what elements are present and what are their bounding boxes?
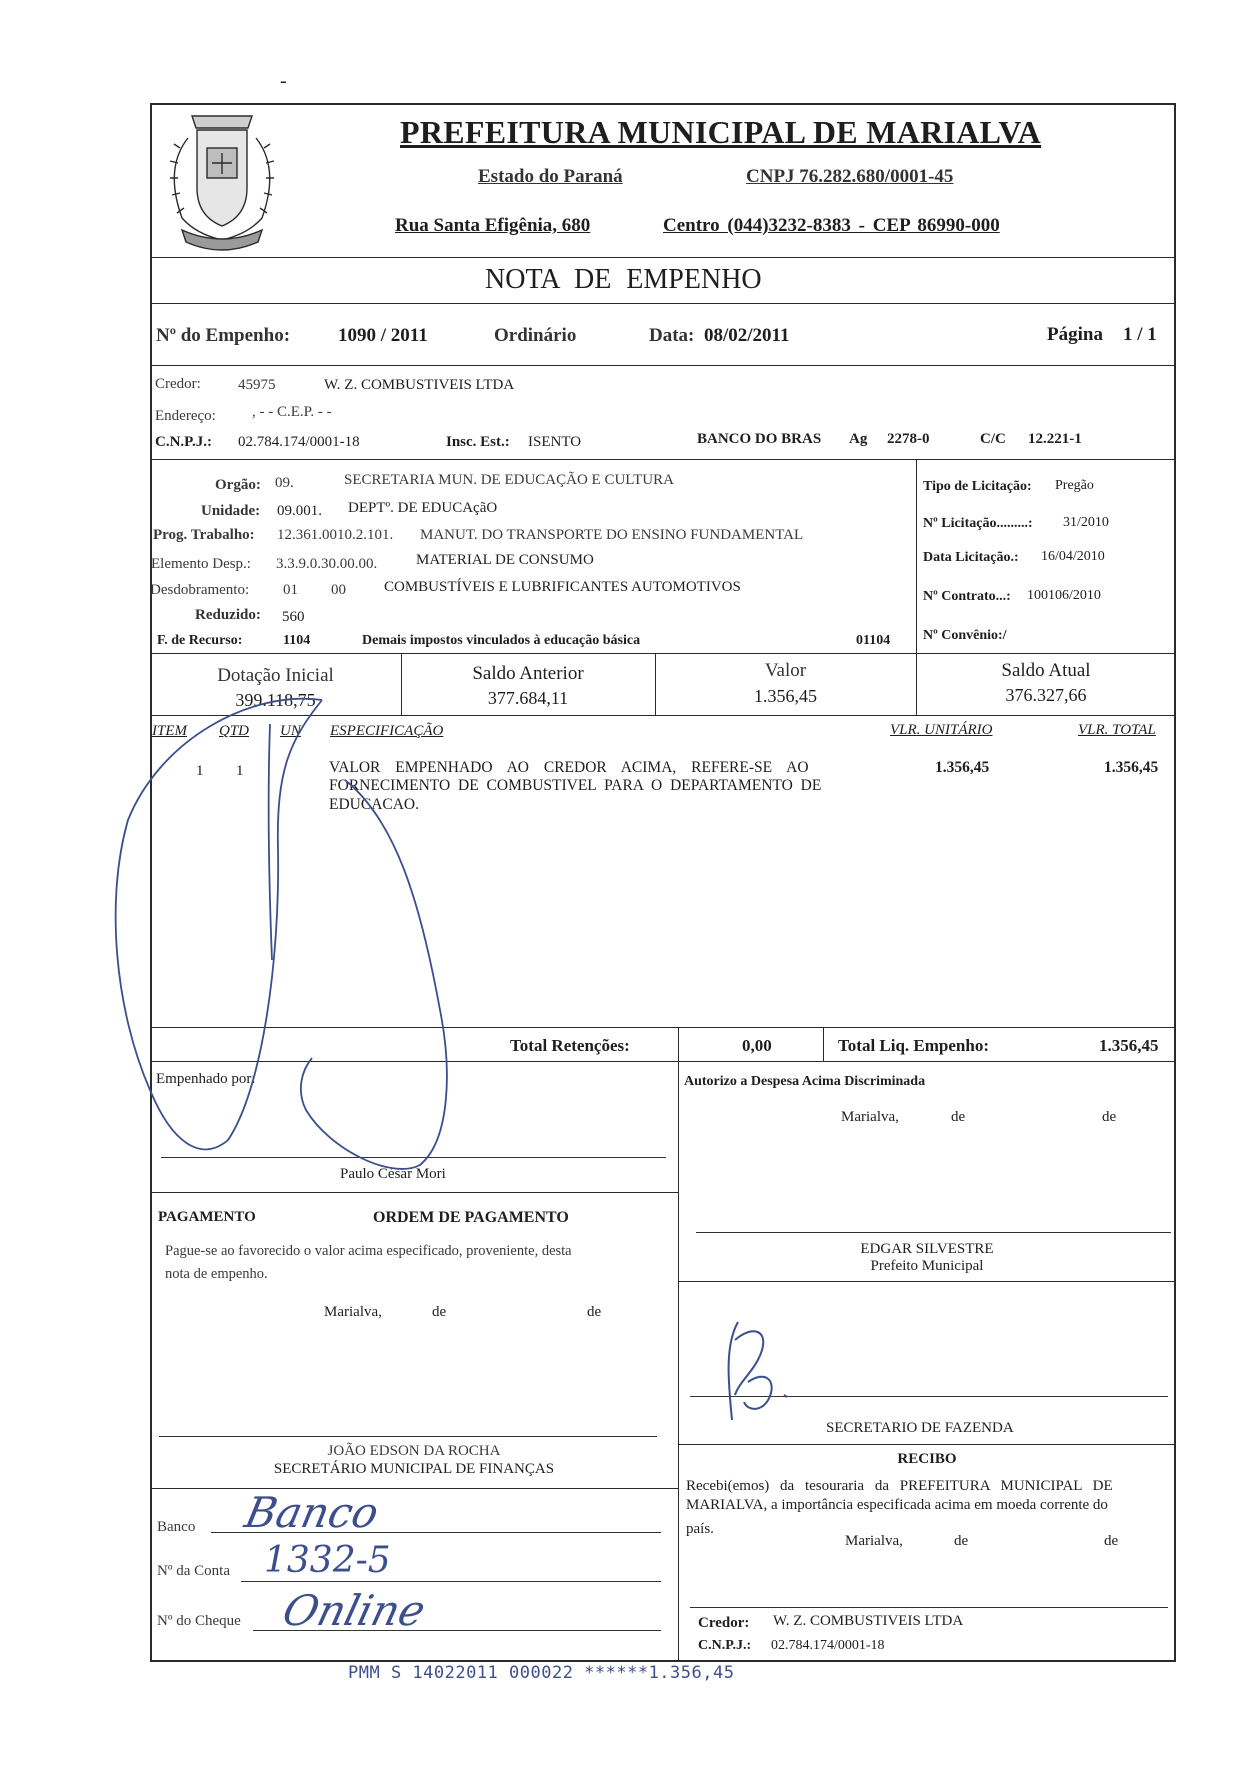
elemento-label: Elemento Desp.: bbox=[151, 556, 251, 572]
retencoes-label: Total Retenções: bbox=[510, 1036, 630, 1055]
divider bbox=[150, 257, 1176, 258]
financas-name: JOÃO EDSON DA ROCHA bbox=[327, 1443, 501, 1459]
empenho-number: 1090 / 2011 bbox=[338, 325, 428, 346]
page-label: Página bbox=[1047, 324, 1103, 345]
convenio-label: Nº Convênio:/ bbox=[923, 628, 1007, 643]
divider bbox=[150, 365, 1176, 366]
divider bbox=[150, 715, 1176, 716]
col-header-especificacao: ESPECIFICAÇÃO bbox=[330, 723, 444, 739]
pagamento-text: nota de empenho. bbox=[165, 1266, 268, 1282]
orgao-code: 09. bbox=[275, 475, 294, 491]
item-spec-line: EDUCACAO. bbox=[329, 796, 419, 813]
autorizo-date-de: de bbox=[951, 1109, 966, 1125]
desdobramento-label: Desdobramento: bbox=[150, 582, 250, 598]
dotacao-value: 399.118,75 bbox=[235, 690, 316, 710]
signature-line bbox=[690, 1396, 1168, 1397]
orgao-name: SECRETARIA MUN. DE EDUCAÇÃO E CULTURA bbox=[344, 472, 674, 488]
payment-city: Marialva, bbox=[324, 1304, 382, 1320]
municipal-coat-of-arms bbox=[152, 108, 292, 258]
unidade-name: DEPTº. DE EDUCAçãO bbox=[348, 500, 498, 516]
recibo-text: Recebi(emos) da tesouraria da PREFEITURA MUNICIPAL DE bbox=[686, 1478, 1113, 1494]
pagamento-text: Pague-se ao favorecido o valor acima especificado, proveniente, desta bbox=[165, 1243, 572, 1259]
col-header-qtd: QTD bbox=[219, 723, 250, 739]
divider bbox=[150, 1061, 1176, 1062]
divider bbox=[150, 303, 1176, 304]
cheque-label: Nº do Cheque bbox=[157, 1613, 241, 1629]
creditor-name: W. Z. COMBUSTIVEIS LTDA bbox=[324, 377, 515, 393]
licitacao-date-label: Data Licitação.: bbox=[923, 550, 1019, 565]
item-unit-value: 1.356,45 bbox=[935, 759, 990, 776]
item-spec-line: FORNECIMENTO DE COMBUSTIVEL PARA O DEPARTAMENTO DE bbox=[329, 777, 822, 794]
autorizo-date-de: de bbox=[1102, 1109, 1117, 1125]
agency-number: 2278-0 bbox=[887, 431, 930, 447]
financas-role: SECRETÁRIO MUNICIPAL DE FINANÇAS bbox=[273, 1461, 555, 1477]
recibo-cnpj: 02.784.174/0001-18 bbox=[771, 1638, 885, 1653]
recibo-credor-name: W. Z. COMBUSTIVEIS LTDA bbox=[773, 1613, 964, 1629]
unidade-label: Unidade: bbox=[201, 503, 261, 519]
autorizo-label: Autorizo a Despesa Acima Discriminada bbox=[684, 1074, 926, 1089]
contract-label: Nº Contrato...: bbox=[923, 589, 1011, 604]
recibo-credor-label: Credor: bbox=[698, 1615, 750, 1631]
col-header-item: ITEM bbox=[152, 723, 187, 739]
recibo-cnpj-label: C.N.P.J.: bbox=[698, 1638, 752, 1653]
empenho-type: Ordinário bbox=[494, 325, 577, 346]
col-header-un: UN bbox=[280, 723, 301, 739]
recibo-text: país. bbox=[686, 1521, 714, 1537]
col-header-unit-value: VLR. UNITÁRIO bbox=[890, 722, 993, 738]
divider bbox=[678, 1444, 1176, 1445]
reduzido-label: Reduzido: bbox=[195, 607, 261, 623]
item-quantity: 1 bbox=[236, 763, 244, 779]
empenho-number-label: Nº do Empenho: bbox=[156, 325, 291, 346]
licitacao-number: 31/2010 bbox=[1063, 515, 1109, 530]
state-registration: ISENTO bbox=[528, 434, 582, 450]
conta-handwritten: 1332-5 bbox=[264, 1540, 391, 1581]
licitacao-type-label: Tipo de Licitação: bbox=[923, 479, 1032, 494]
creditor-cnpj: 02.784.174/0001-18 bbox=[238, 434, 360, 450]
prog-trabalho-name: MANUT. DO TRANSPORTE DO ENSINO FUNDAMENTAL bbox=[420, 527, 804, 543]
payment-date-de: de bbox=[587, 1304, 602, 1320]
creditor-bank: BANCO DO BRAS bbox=[697, 431, 822, 447]
mayor-role: Prefeito Municipal bbox=[870, 1258, 984, 1274]
signature-line bbox=[690, 1607, 1168, 1608]
divider bbox=[678, 1281, 1176, 1282]
document-title: NOTA DE EMPENHO bbox=[485, 264, 762, 295]
pagamento-label: PAGAMENTO bbox=[158, 1209, 256, 1225]
unidade-code: 09.001. bbox=[277, 503, 322, 519]
creditor-code: 45975 bbox=[238, 377, 276, 393]
prefeitura-cnpj: CNPJ 76.282.680/0001-45 bbox=[746, 166, 954, 187]
account-number: 12.221-1 bbox=[1028, 431, 1082, 447]
coat-of-arms-icon bbox=[152, 108, 292, 258]
valor-value: 1.356,45 bbox=[754, 686, 817, 706]
conta-field-line bbox=[241, 1581, 661, 1582]
divider bbox=[916, 459, 917, 653]
state-registration-label: Insc. Est.: bbox=[446, 434, 510, 450]
prog-trabalho-code: 12.361.0010.2.101. bbox=[277, 527, 394, 543]
desdobramento-name: COMBUSTÍVEIS E LUBRIFICANTES AUTOMOTIVOS bbox=[384, 579, 741, 595]
empenhado-por-label: Empenhado por: bbox=[156, 1071, 256, 1087]
street-address: Rua Santa Efigênia, 680 bbox=[395, 215, 591, 236]
saldo-atual-value: 376.327,66 bbox=[1005, 685, 1087, 705]
elemento-name: MATERIAL DE CONSUMO bbox=[416, 552, 594, 568]
recurso-code: 1104 bbox=[283, 633, 311, 648]
account-label: C/C bbox=[980, 431, 1006, 447]
divider bbox=[150, 653, 1176, 654]
dotacao-label: Dotação Inicial bbox=[217, 665, 334, 686]
conta-label: Nº da Conta bbox=[157, 1563, 230, 1579]
signature-line bbox=[159, 1436, 657, 1437]
recurso-ref: 01104 bbox=[856, 633, 891, 648]
elemento-code: 3.3.9.0.30.00.00. bbox=[276, 556, 378, 572]
recibo-text: MARIALVA, a importância especificada acima em moeda corrente do bbox=[686, 1497, 1108, 1513]
creditor-address-label: Endereço: bbox=[155, 408, 216, 424]
recurso-description: Demais impostos vinculados à educação básica bbox=[362, 633, 641, 648]
recibo-date-de: de bbox=[1104, 1533, 1119, 1549]
creditor-cnpj-label: C.N.P.J.: bbox=[155, 434, 212, 450]
prefeitura-title: PREFEITURA MUNICIPAL DE MARIALVA bbox=[400, 114, 1042, 150]
retencoes-value: 0,00 bbox=[742, 1036, 772, 1055]
creditor-address: , - - C.E.P. - - bbox=[252, 404, 332, 420]
empenhado-por-name: Paulo César Mori bbox=[340, 1166, 446, 1182]
district-phone-cep: Centro (044)3232-8383 - CEP 86990-000 bbox=[663, 215, 1000, 236]
saldo-atual-label: Saldo Atual bbox=[1001, 660, 1091, 681]
prog-trabalho-label: Prog. Trabalho: bbox=[153, 527, 255, 543]
ordem-pagamento-label: ORDEM DE PAGAMENTO bbox=[373, 1209, 569, 1226]
cheque-handwritten: Online bbox=[277, 1586, 431, 1635]
saldo-anterior-value: 377.684,11 bbox=[487, 688, 569, 708]
valor-label: Valor bbox=[764, 660, 807, 681]
banco-label: Banco bbox=[157, 1519, 196, 1535]
secretario-fazenda: SECRETARIO DE FAZENDA bbox=[826, 1420, 1014, 1436]
payment-stamp: PMM S 14022011 000022 ******1.356,45 bbox=[348, 1663, 735, 1683]
orgao-label: Orgão: bbox=[215, 477, 261, 493]
liquido-label: Total Liq. Empenho: bbox=[838, 1036, 989, 1055]
recurso-label: F. de Recurso: bbox=[157, 633, 243, 648]
recibo-title: RECIBO bbox=[897, 1451, 957, 1467]
divider bbox=[150, 1192, 678, 1193]
divider bbox=[150, 1488, 678, 1489]
liquido-value: 1.356,45 bbox=[1099, 1036, 1159, 1055]
divider bbox=[823, 1027, 824, 1061]
licitacao-date: 16/04/2010 bbox=[1041, 549, 1105, 564]
signature-line bbox=[696, 1232, 1171, 1233]
licitacao-type: Pregão bbox=[1055, 478, 1094, 493]
reduzido-value: 560 bbox=[282, 609, 305, 625]
divider bbox=[150, 459, 1176, 460]
creditor-label: Credor: bbox=[155, 376, 201, 392]
page-number: 1 / 1 bbox=[1123, 324, 1157, 345]
scan-mark: ‐ bbox=[280, 70, 287, 92]
divider bbox=[678, 1027, 679, 1662]
empenho-date: 08/02/2011 bbox=[704, 325, 790, 346]
contract-number: 100106/2010 bbox=[1027, 588, 1101, 603]
desdobramento-code1: 01 bbox=[283, 582, 298, 598]
licitacao-number-label: Nº Licitação.........: bbox=[923, 516, 1033, 531]
saldo-anterior-label: Saldo Anterior bbox=[472, 663, 584, 684]
banco-handwritten: Banco bbox=[240, 1488, 383, 1537]
recibo-city: Marialva, bbox=[845, 1533, 903, 1549]
empenho-date-label: Data: bbox=[649, 325, 695, 346]
autorizo-city: Marialva, bbox=[841, 1109, 899, 1125]
recibo-date-de: de bbox=[954, 1533, 969, 1549]
mayor-name: EDGAR SILVESTRE bbox=[860, 1241, 994, 1257]
state-name: Estado do Paraná bbox=[478, 166, 623, 187]
payment-date-de: de bbox=[432, 1304, 447, 1320]
desdobramento-code2: 00 bbox=[331, 582, 346, 598]
col-header-total-value: VLR. TOTAL bbox=[1078, 722, 1156, 738]
divider bbox=[150, 1027, 1176, 1028]
item-number: 1 bbox=[196, 763, 204, 779]
signature-line bbox=[161, 1157, 666, 1158]
item-spec-line: VALOR EMPENHADO AO CREDOR ACIMA, REFERE-SE AO bbox=[329, 759, 809, 776]
item-total-value: 1.356,45 bbox=[1104, 759, 1159, 776]
agency-label: Ag bbox=[849, 431, 868, 447]
